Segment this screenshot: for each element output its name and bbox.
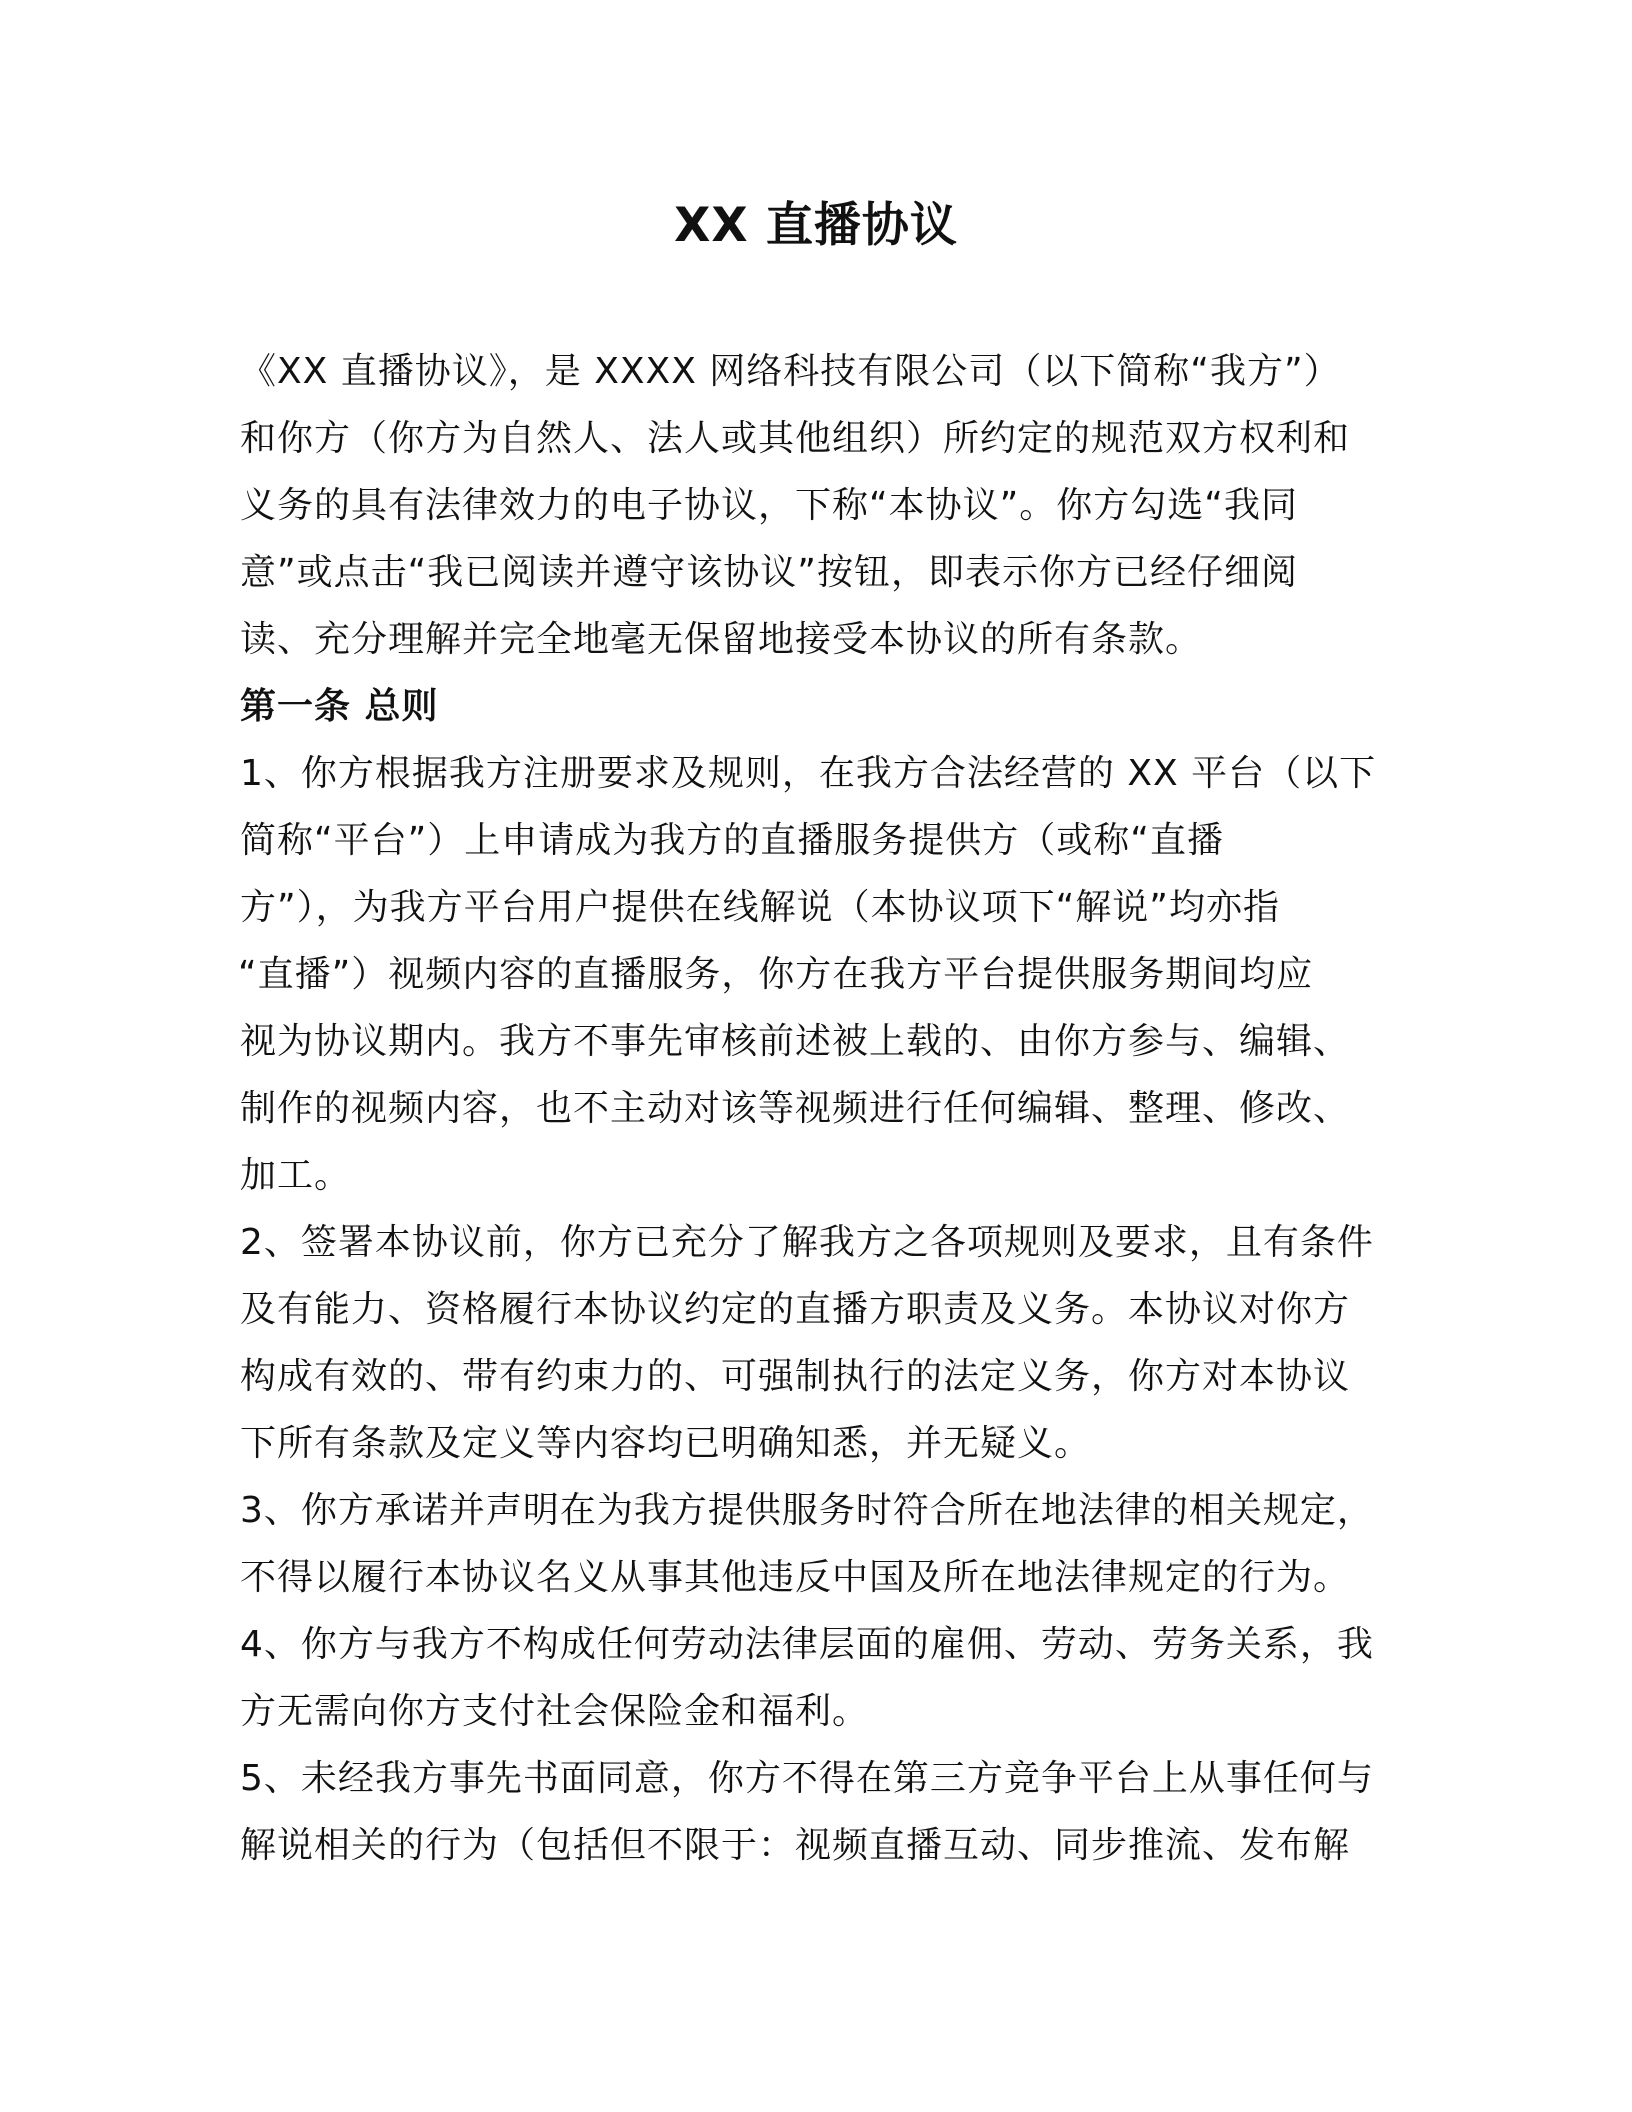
clause-line: 方无需向你方支付社会保险金和福利。 <box>240 1691 870 1732</box>
clause-line: 制作的视频内容，也不主动对该等视频进行任何编辑、整理、修改、 <box>240 1088 1351 1129</box>
clause-line: 1、你方根据我方注册要求及规则，在我方合法经营的 XX 平台（以下 <box>240 753 1377 794</box>
document-body <box>240 338 1380 1879</box>
paragraph-line: 和你方（你方为自然人、法人或其他组织）所约定的规范双方权利和 <box>240 418 1351 459</box>
clause-line: 5、未经我方事先书面同意，你方不得在第三方竞争平台上从事任何与 <box>240 1758 1374 1799</box>
clause-line: 方”），为我方平台用户提供在线解说（本协议项下“解说”均亦指 <box>240 887 1280 928</box>
clause-line: 及有能力、资格履行本协议约定的直播方职责及义务。本协议对你方 <box>240 1289 1351 1330</box>
clause-line: “直播”）视频内容的直播服务，你方在我方平台提供服务期间均应 <box>238 954 1314 995</box>
clause-line: 3、你方承诺并声明在为我方提供服务时符合所在地法律的相关规定， <box>240 1490 1374 1531</box>
section-heading: 第一条 总则 <box>240 686 439 727</box>
clause-line: 下所有条款及定义等内容均已明确知悉，并无疑义。 <box>240 1423 1092 1464</box>
document-title: XX 直播协议 <box>674 198 958 253</box>
paragraph-line: 意”或点击“我已阅读并遵守该协议”按钮，即表示你方已经仔细阅 <box>240 552 1298 593</box>
clause-line: 构成有效的、带有约束力的、可强制执行的法定义务，你方对本协议 <box>240 1356 1351 1397</box>
clause-line: 解说相关的行为（包括但不限于：视频直播互动、同步推流、发布解 <box>240 1825 1351 1866</box>
clause-line: 简称“平台”）上申请成为我方的直播服务提供方（或称“直播 <box>240 820 1224 861</box>
paragraph-line: 《XX 直播协议》，是 XXXX 网络科技有限公司（以下简称“我方”） <box>240 351 1341 392</box>
clause-line: 视为协议期内。我方不事先审核前述被上载的、由你方参与、编辑、 <box>240 1021 1351 1062</box>
paragraph-line: 读、充分理解并完全地毫无保留地接受本协议的所有条款。 <box>240 619 1203 660</box>
clause-line: 2、签署本协议前，你方已充分了解我方之各项规则及要求，且有条件 <box>240 1222 1374 1263</box>
clause-line: 4、你方与我方不构成任何劳动法律层面的雇佣、劳动、劳务关系，我 <box>240 1624 1374 1665</box>
clause-line: 不得以履行本协议名义从事其他违反中国及所在地法律规定的行为。 <box>240 1557 1351 1598</box>
paragraph-line: 义务的具有法律效力的电子协议，下称“本协议”。你方勾选“我同 <box>240 485 1298 526</box>
clause-line: 加工。 <box>240 1155 352 1196</box>
